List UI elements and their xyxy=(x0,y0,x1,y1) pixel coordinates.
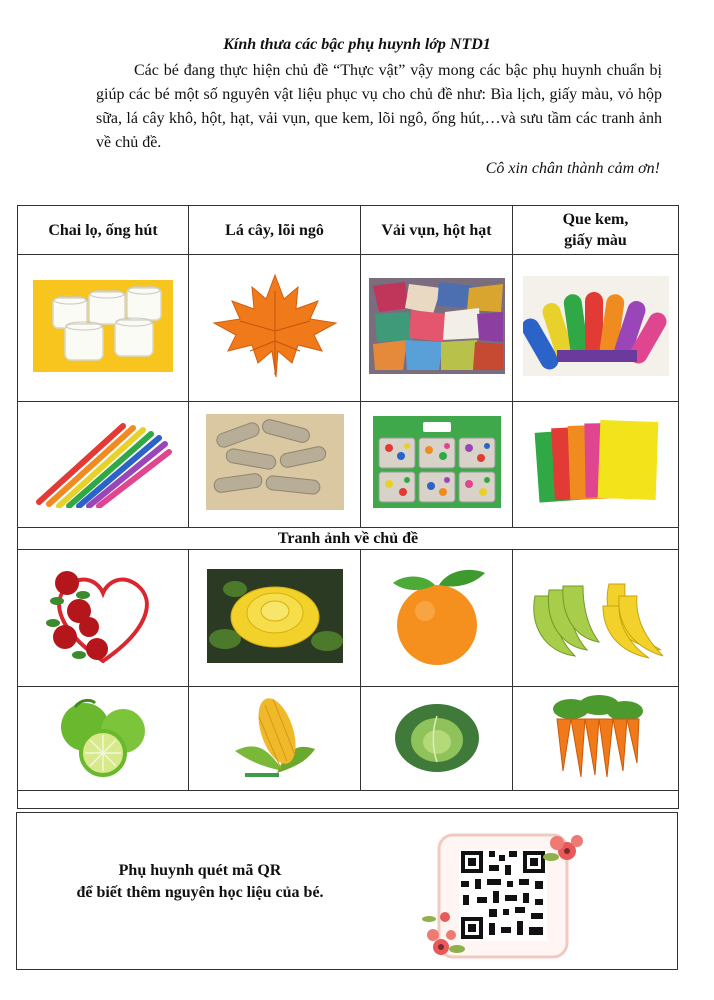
qr-line2: để biết thêm nguyên học liệu của bé. xyxy=(76,884,324,901)
table-spacer-row xyxy=(18,791,679,809)
intro-text: Các bé đang thực hiện chủ đề “Thực vật” vậy mong các bậc phụ huynh chuẩn bị giúp các bé một số nguyên vật liệu phục vụ cho chủ đề như: Bìa lịch, giấy màu, vỏ hộp sữa, lá cây khô, hột, hạt, vải vụn, que kem, lõi ngô, ống hút,…và sưu tầm các tranh ảnh về chủ đề. xyxy=(96,62,662,151)
cell-maple-leaf xyxy=(189,255,361,402)
cell-orange xyxy=(361,550,513,687)
cell-straws xyxy=(18,402,189,528)
header-sticks-line1: Que kem, xyxy=(562,211,629,228)
table-section-row xyxy=(18,528,679,550)
colored-paper-image xyxy=(531,417,661,507)
table-row xyxy=(18,687,679,791)
spacer-cell xyxy=(18,791,679,809)
carrots-image xyxy=(541,693,651,779)
table-row xyxy=(18,402,679,528)
page-title: Kính thưa các bậc phụ huynh lớp NTD1 xyxy=(223,36,491,53)
table-header-row xyxy=(18,206,679,255)
cell-carrots xyxy=(513,687,679,791)
cabbage-image xyxy=(392,696,482,776)
cell-yogurt-cups xyxy=(18,255,189,402)
header-cell-fabric: Vải vụn, hột hạt xyxy=(361,206,513,255)
header-cell-sticks xyxy=(513,206,679,255)
thanks-text: Cô xin chân thành cảm ơn! xyxy=(485,160,660,177)
seeds-boxes-image xyxy=(373,416,501,508)
cell-corn xyxy=(189,687,361,791)
cell-bananas xyxy=(513,550,679,687)
section-heading: Tranh ảnh về chủ đề xyxy=(18,528,679,550)
maple-leaf-image xyxy=(210,271,340,381)
cell-corn-cobs xyxy=(189,402,361,528)
yellow-rose-image xyxy=(207,569,343,663)
qr-section xyxy=(16,812,678,970)
cell-cabbage xyxy=(361,687,513,791)
popsicle-sticks-image xyxy=(523,276,669,376)
cell-limes xyxy=(18,687,189,791)
table-row xyxy=(18,550,679,687)
header-sticks-line2: giấy màu xyxy=(564,232,627,249)
cell-popsicle-sticks xyxy=(513,255,679,402)
roses-heart-image xyxy=(39,561,167,671)
header-cell-leaves: Lá cây, lõi ngô xyxy=(189,206,361,255)
qr-line1: Phụ huynh quét mã QR xyxy=(118,862,282,879)
qr-instruction xyxy=(35,860,365,904)
cell-fabric-scraps xyxy=(361,255,513,402)
cell-roses-heart xyxy=(18,550,189,687)
orange-image xyxy=(379,563,495,669)
corn-cobs-image xyxy=(206,414,344,510)
corn-image xyxy=(225,691,325,781)
materials-table xyxy=(17,205,679,809)
intro-paragraph xyxy=(96,59,662,155)
bananas-image xyxy=(525,566,667,666)
yogurt-cups-image xyxy=(33,280,173,372)
fabric-scraps-image xyxy=(369,278,505,374)
table-row xyxy=(18,255,679,402)
header-cell-bottles: Chai lọ, ống hút xyxy=(18,206,189,255)
qr-code[interactable] xyxy=(459,849,547,941)
cell-yellow-rose xyxy=(189,550,361,687)
limes-image xyxy=(55,695,151,777)
qr-frame xyxy=(417,823,587,963)
cell-colored-paper xyxy=(513,402,679,528)
cell-seeds-boxes xyxy=(361,402,513,528)
straws-image xyxy=(33,416,173,508)
